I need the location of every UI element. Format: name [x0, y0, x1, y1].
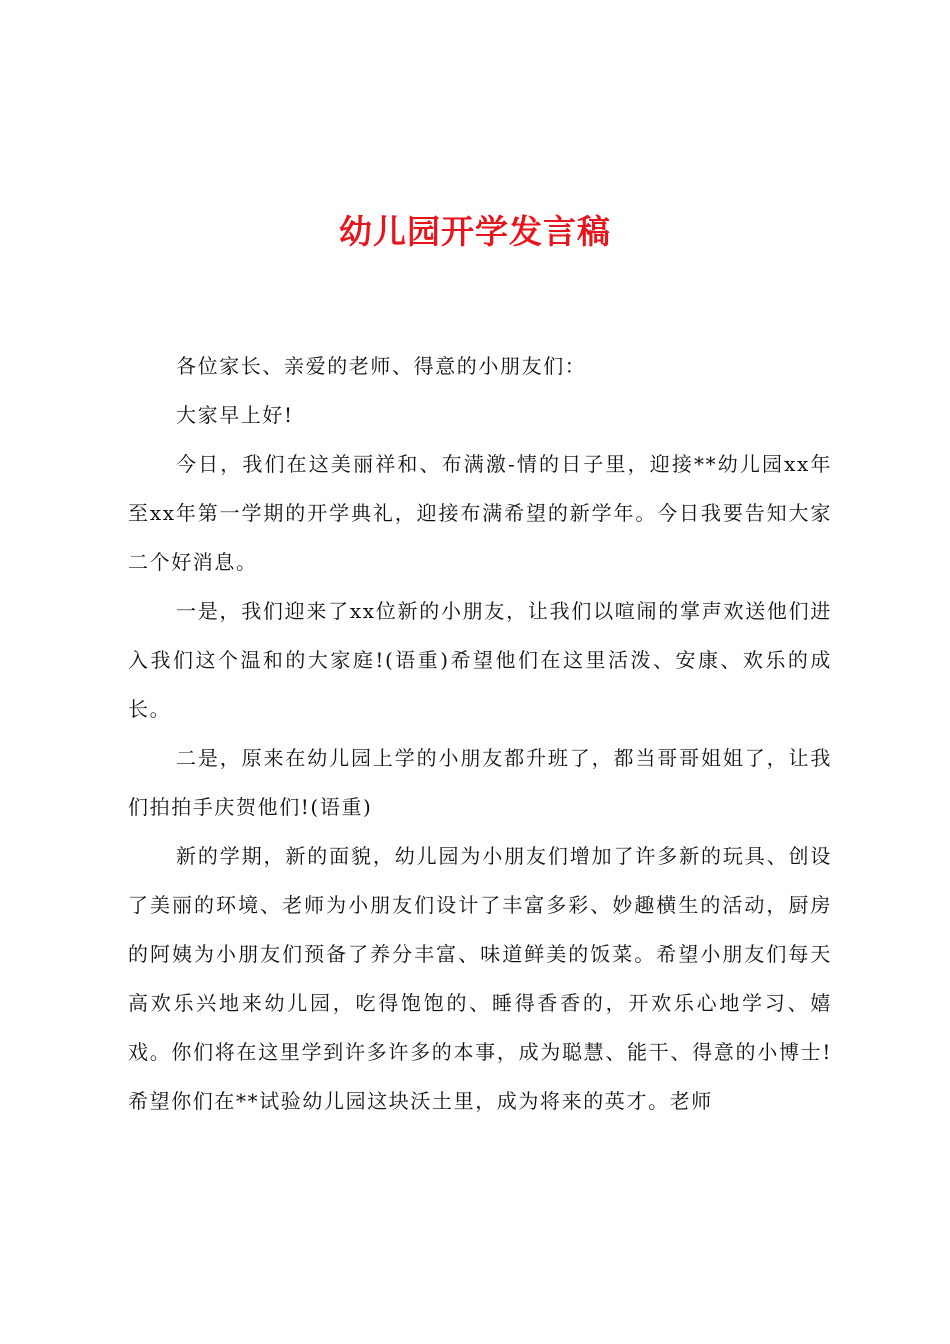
body-paragraph: 今日，我们在这美丽祥和、布满激-情的日子里，迎接**幼儿园xx年至xx年第一学期的开学典礼，迎接布满希望的新学年。今日我要告知大家二个好消息。	[128, 452, 832, 574]
body-paragraph: 二是，原来在幼儿园上学的小朋友都升班了，都当哥哥姐姐了，让我们拍拍手庆贺他们!(语重)	[128, 746, 832, 819]
document-body	[128, 342, 832, 1126]
document-title: 幼儿园开学发言稿	[339, 212, 611, 251]
body-paragraph: 新的学期，新的面貌，幼儿园为小朋友们增加了许多新的玩具、创设了美丽的环境、老师为小朋友们设计了丰富多彩、妙趣横生的活动，厨房的阿姨为小朋友们预备了养分丰富、味道鲜美的饭菜。希望小朋友们每天高欢乐兴地来幼儿园，吃得饱饱的、睡得香香的，开欢乐心地学习、嬉戏。你们将在这里学到许多许多的本事，成为聪慧、能干、得意的小博士!希望你们在**试验幼儿园这块沃土里，成为将来的英才。老师	[128, 844, 832, 1113]
greeting-paragraph: 大家早上好!	[176, 403, 294, 427]
salutation-paragraph: 各位家长、亲爱的老师、得意的小朋友们：	[176, 354, 587, 378]
body-paragraph: 一是，我们迎来了xx位新的小朋友，让我们以喧闹的掌声欢送他们进入我们这个温和的大家庭!(语重)希望他们在这里活泼、安康、欢乐的成长。	[128, 599, 832, 721]
